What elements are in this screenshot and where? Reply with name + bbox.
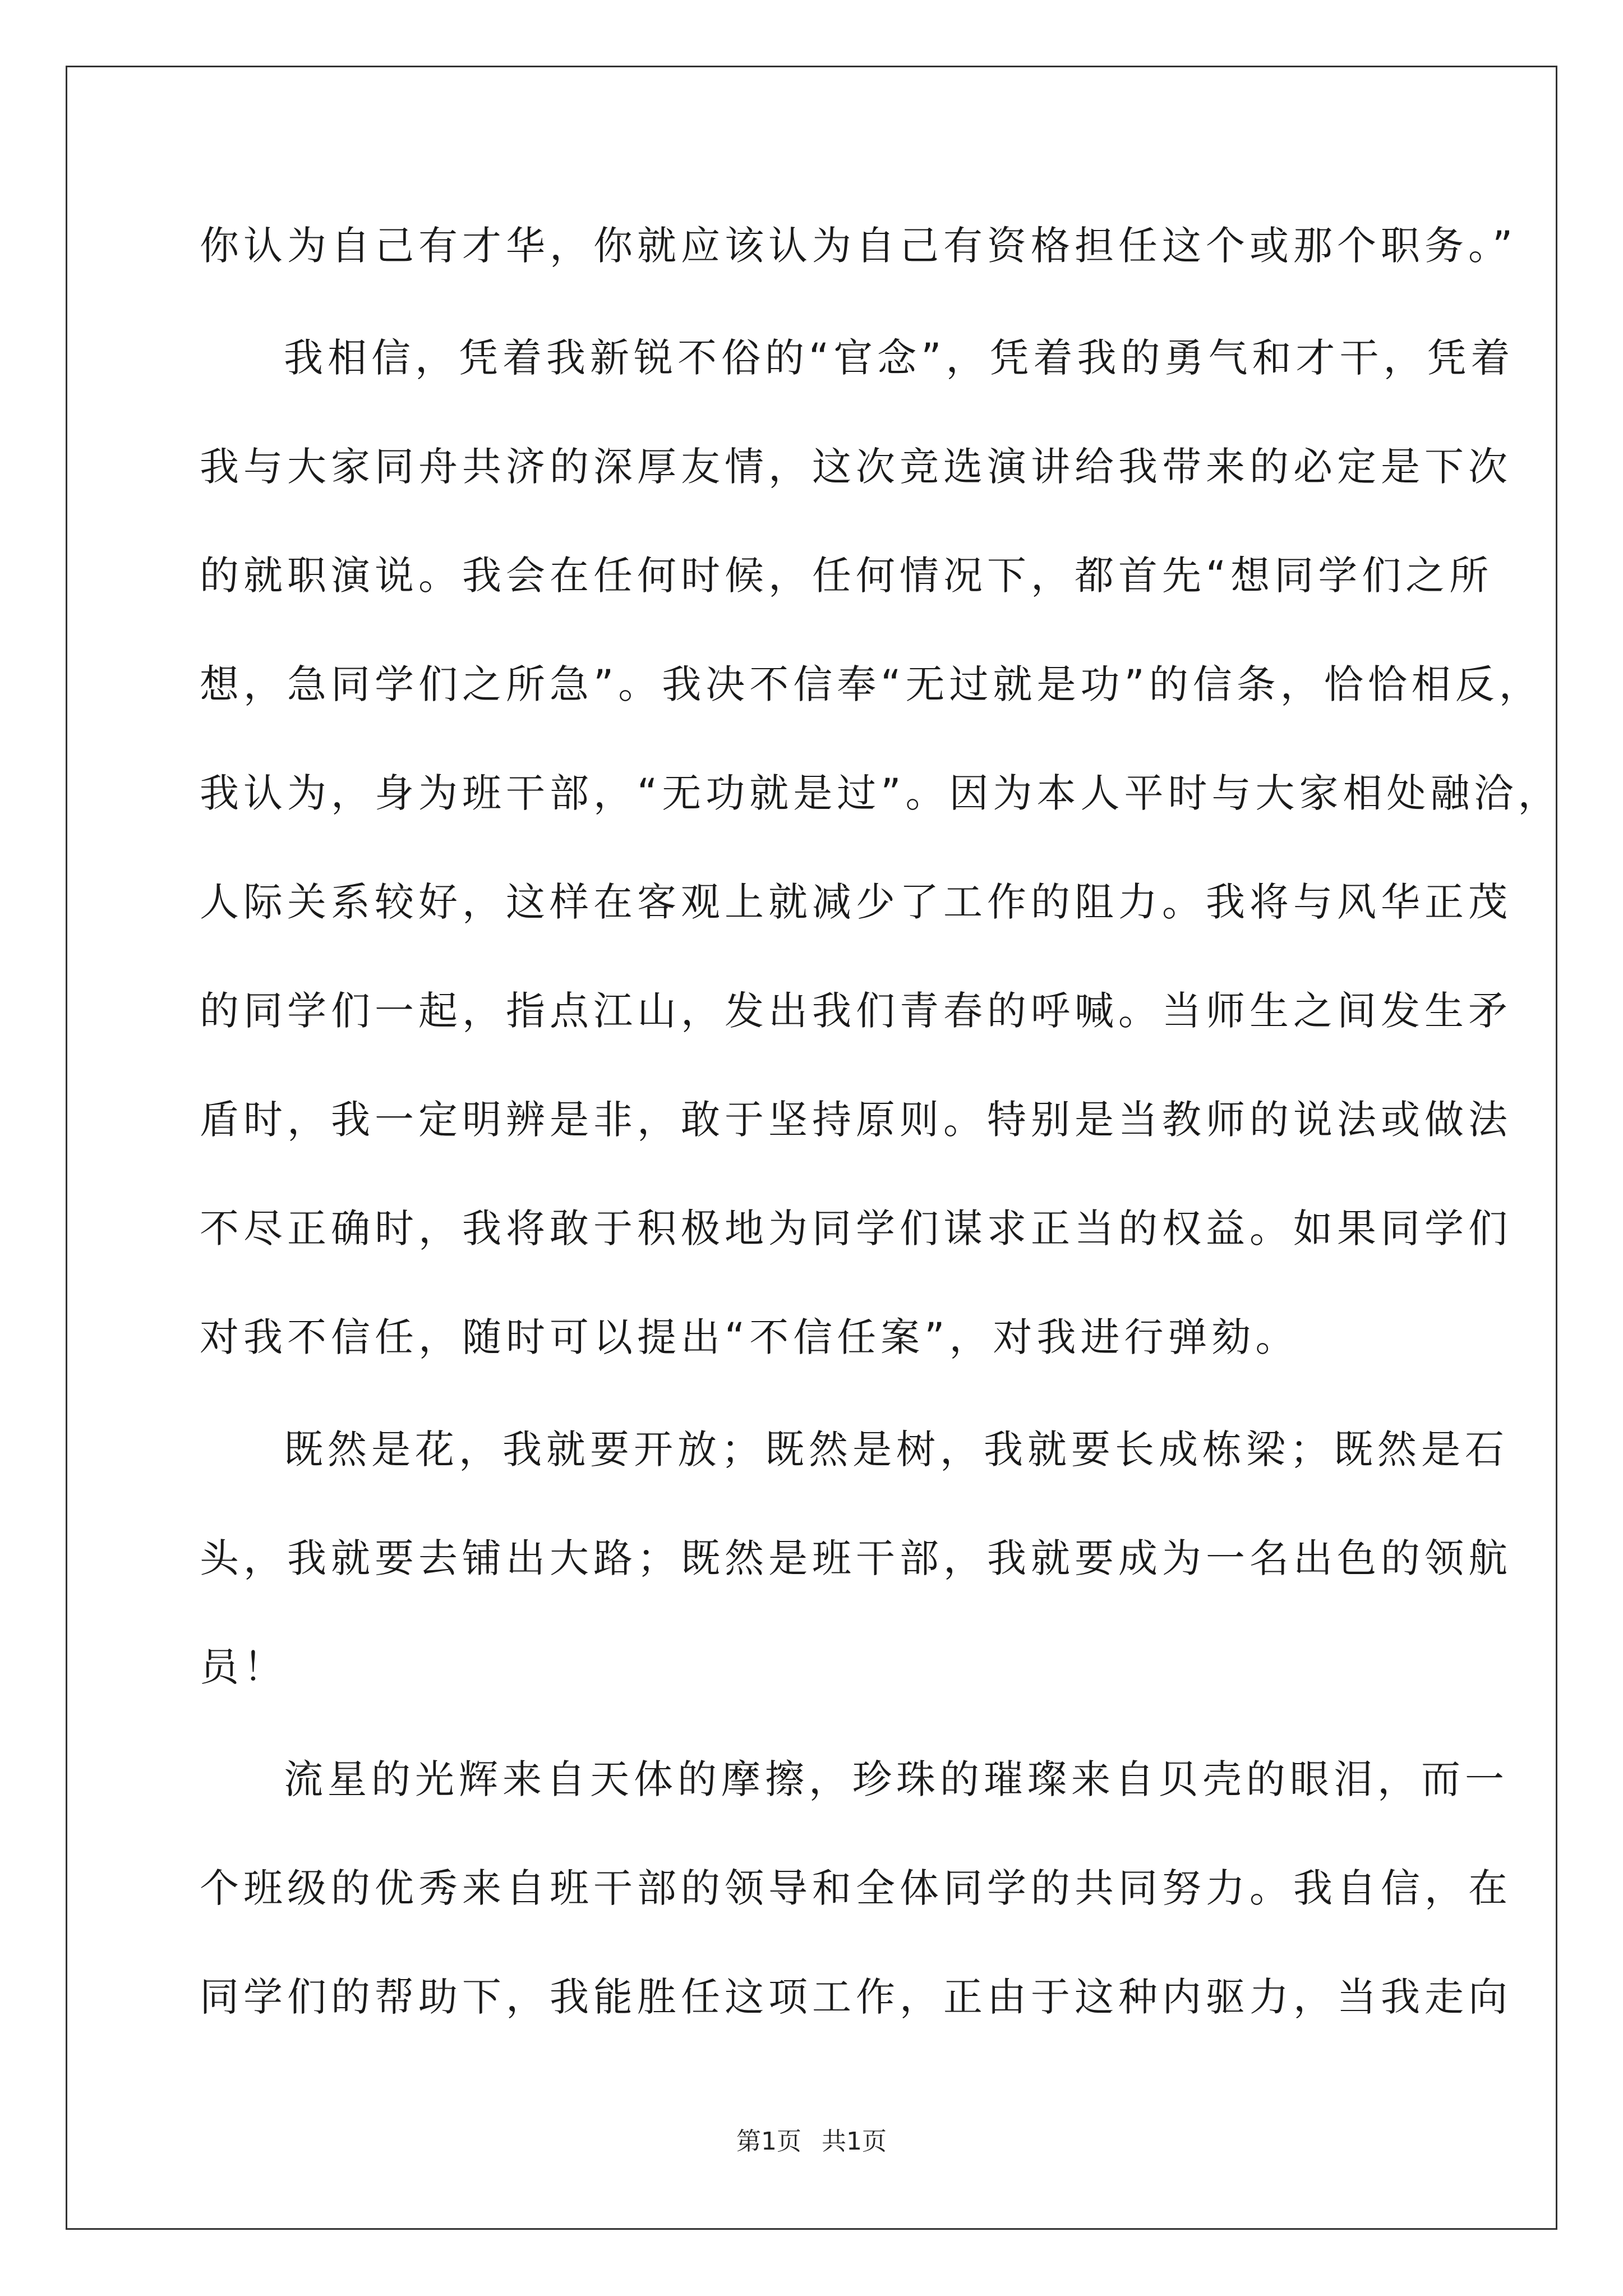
text-line: 你认为自己有才华，你就应该认为自己有资格担任这个或那个职务。” — [200, 223, 1518, 269]
text-line: 头，我就要去铺出大路；既然是班干部，我就要成为一名出色的领航 — [200, 1535, 1512, 1581]
text-line: 我相信，凭着我新锐不俗的“官念”，凭着我的勇气和才干，凭着 — [284, 335, 1515, 381]
text-line: 对我不信任，随时可以提出“不信任案”，对我进行弹劾。 — [200, 1314, 1299, 1360]
page-footer — [0, 2126, 1623, 2157]
text-line: 的同学们一起，指点江山，发出我们青春的呼喊。当师生之间发生矛 — [200, 988, 1512, 1034]
text-line: 我认为，身为班干部，“无功就是过”。因为本人平时与大家相处融洽， — [200, 770, 1562, 816]
text-line: 我与大家同舟共济的深厚友情，这次竞选演讲给我带来的必定是下次 — [200, 444, 1512, 490]
text-line: 不尽正确时，我将敢于积极地为同学们谋求正当的权益。如果同学们 — [200, 1205, 1512, 1251]
text-line: 个班级的优秀来自班干部的领导和全体同学的共同努力。我自信，在 — [200, 1865, 1512, 1911]
page-total: 共1页 — [822, 2127, 887, 2156]
text-line: 盾时，我一定明辨是非，敢于坚持原则。特别是当教师的说法或做法 — [200, 1097, 1512, 1143]
text-line: 想，急同学们之所急”。我决不信奉“无过就是功”的信条，恰恰相反， — [200, 661, 1543, 707]
text-line: 的就职演说。我会在任何时候，任何情况下，都首先“想同学们之所 — [200, 553, 1493, 599]
text-line: 员！ — [200, 1644, 287, 1690]
text-line: 流星的光辉来自天体的摩擦，珍珠的璀璨来自贝壳的眼泪，而一 — [284, 1756, 1509, 1802]
text-line: 既然是花，我就要开放；既然是树，我就要长成栋梁；既然是石 — [284, 1427, 1509, 1473]
text-line: 人际关系较好，这样在客观上就减少了工作的阻力。我将与风华正茂 — [200, 879, 1512, 925]
page-number: 第1页 — [736, 2127, 801, 2156]
text-line: 同学们的帮助下，我能胜任这项工作，正由于这种内驱力，当我走向 — [200, 1974, 1512, 2020]
